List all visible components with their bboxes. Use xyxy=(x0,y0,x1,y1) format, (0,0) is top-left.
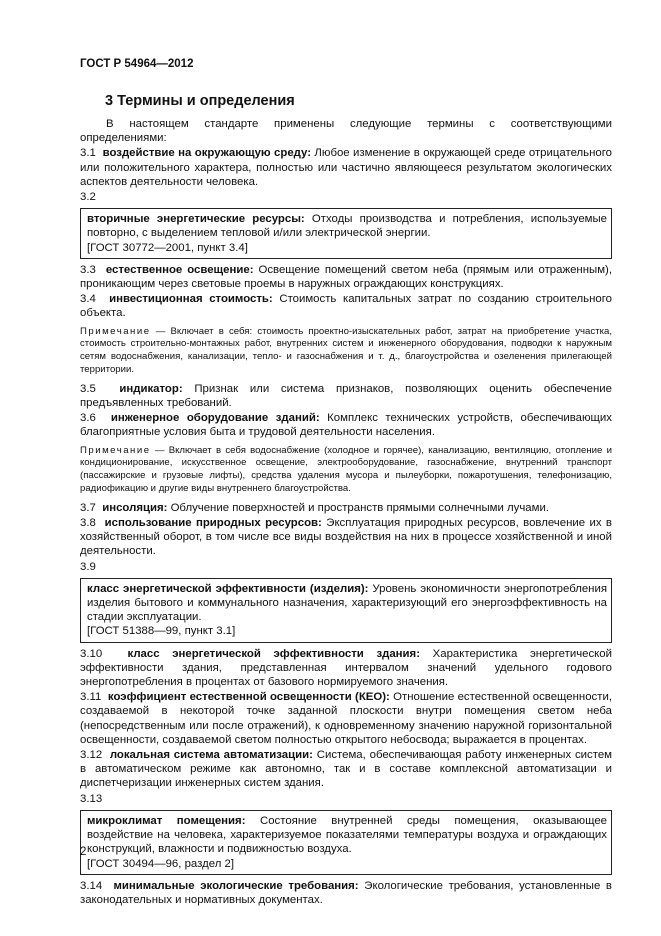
term-definition: Признак или система признаков, позволяющих оценить обеспечение предъявленных требований. xyxy=(80,382,612,410)
term-3-8 xyxy=(80,516,612,559)
term-3-13 xyxy=(87,814,607,857)
term-name: коэффициент естественной освещенности (КЕО): xyxy=(107,691,390,704)
term-3-9-box xyxy=(80,578,612,643)
term-3-13-box xyxy=(80,810,612,875)
term-reference: [ГОСТ 30494—96, раздел 2] xyxy=(87,857,235,870)
term-definition: Любое изменение в окружающей среде отрицательного или положительного характера, полностью или частично являющееся результатом экологических аспектов деятельности человека. xyxy=(80,147,612,188)
term-name: класс энергетической эффективности (изделия): xyxy=(87,582,369,595)
note-label: Примечание xyxy=(80,325,151,337)
page-number: 2 xyxy=(80,846,87,858)
term-number-3-13: 3.13 xyxy=(80,792,103,805)
term-3-4 xyxy=(80,292,612,320)
term-3-7 xyxy=(80,501,612,515)
term-name: воздействие на окружающую среду: xyxy=(102,147,312,160)
note-text: — Включает в себя водоснабжение (холодное и горячее), канализацию, вентиляцию, отопление и кондиционирование, искусственное освещение, электрооборудование, газоснабжение, внутренний транспорт (пассажирские и грузовые лифты), средства удаления мусора и пылеуборки, пожаротушения, телефонизацию, радиофикацию и другие виды внутреннего благоустройства. xyxy=(80,444,612,495)
term-name: использование природных ресурсов: xyxy=(104,517,322,530)
term-3-1 xyxy=(80,146,612,189)
term-definition: Отношение естественной освещенности, создаваемой в некоторой точке заданной плоскости внутри помещения светом неба (непосредственным или после отражений), к одновременному значению наружной горизонтальной освещенности, создаваемой светом полностью открытого небосвода; выражается в процентах. xyxy=(80,691,612,746)
term-number: 3.3 xyxy=(80,263,96,276)
term-number: 3.12 xyxy=(80,749,103,762)
term-number: 3.10 xyxy=(80,647,103,660)
term-number-3-2: 3.2 xyxy=(80,191,96,204)
term-3-9 xyxy=(87,582,607,625)
term-3-3 xyxy=(80,263,612,291)
term-number: 3.14 xyxy=(80,879,103,892)
term-3-11 xyxy=(80,690,612,747)
term-number: 3.7 xyxy=(80,501,96,514)
term-definition: Эксплуатация природных ресурсов, вовлечение их в хозяйственный оборот, в том числе все виды воздействия на них в процессе хозяйственной и иной деятельности. xyxy=(80,517,612,558)
term-number: 3.4 xyxy=(80,293,96,306)
term-name: вторичные энергетические ресурсы: xyxy=(87,213,305,226)
note-2 xyxy=(80,445,612,496)
term-3-5 xyxy=(80,382,612,410)
term-name: инсоляция: xyxy=(102,501,168,514)
term-definition: Облучение поверхностей и пространств прямыми солнечными лучами. xyxy=(167,501,549,514)
term-3-12 xyxy=(80,748,612,791)
term-name: инвестиционная стоимость: xyxy=(109,293,273,306)
terms-content xyxy=(80,117,612,908)
term-number: 3.5 xyxy=(80,382,96,395)
term-definition: Характеристика энергетической эффективности здания, представленная интервалом значений удельного годового энергопотребления в процентах от базового нормируемого значения. xyxy=(80,647,612,689)
term-name: естественное освещение: xyxy=(105,263,254,276)
term-name: минимальные экологические требования: xyxy=(113,879,359,892)
term-definition: Комплекс технических устройств, обеспечивающих благоприятные условия быта и трудовой деятельности населения. xyxy=(80,412,612,439)
term-name: индикатор: xyxy=(119,382,183,395)
term-number: 3.1 xyxy=(80,147,96,160)
term-3-2 xyxy=(87,212,607,240)
term-name: инженерное оборудование зданий: xyxy=(110,412,320,425)
intro-paragraph: В настоящем стандарте применены следующие термины с соответствующими определениями: xyxy=(80,118,612,145)
term-number: 3.11 xyxy=(80,691,102,704)
term-3-2-box xyxy=(80,208,612,259)
term-number: 3.6 xyxy=(80,412,96,425)
term-name: локальная система автоматизации: xyxy=(109,749,313,762)
section-title: 3 Термины и определения xyxy=(105,93,295,109)
term-number-3-9: 3.9 xyxy=(80,560,96,573)
note-text: — Включает в себя: стоимость проектно-изыскательных работ, затрат на приобретение участка, стоимость строительно-монтажных работ, внутренних систем и инженерного оборудования, подводки к наружным сетям водоснабжения, канализации, тепло- и газоснабжения и т. д., благоустройства и озеленения прилегающей территории. xyxy=(80,325,612,376)
note-label: Примечание xyxy=(80,444,151,456)
term-definition: Состояние внутренней среды помещения, оказывающее воздействие на человека, характеризуемое показателями температуры воздуха и ограждающих конструкций, влажности и подвижностью воздуха. xyxy=(87,814,607,856)
term-definition: Освещение помещений светом неба (прямым или отраженным), проникающим через световые проемы в наружных ограждающих конструкциях. xyxy=(80,263,612,291)
term-definition: Система, обеспечивающая работу инженерных систем в автоматическом режиме как автономно, так и в составе комплексной автоматизации и диспетчеризации инженерных систем здания. xyxy=(80,749,612,790)
term-definition: Отходы производства и потребления, используемые повторно, с выделением тепловой и/или электрической энергии. xyxy=(87,213,608,240)
term-definition: Стоимость капитальных затрат по созданию строительного объекта. xyxy=(80,293,612,320)
term-3-14 xyxy=(80,879,612,907)
term-reference: [ГОСТ 51388—99, пункт 3.1] xyxy=(87,625,236,638)
term-reference: [ГОСТ 30772—2001, пункт 3.4] xyxy=(87,241,248,254)
note-1 xyxy=(80,326,612,377)
document-header: ГОСТ Р 54964—2012 xyxy=(80,58,194,70)
term-definition: Экологические требования, установленные в законодательных и нормативных документах. xyxy=(80,879,612,906)
term-3-10 xyxy=(80,647,612,690)
term-name: микроклимат помещения: xyxy=(87,814,246,827)
term-number: 3.8 xyxy=(80,517,96,530)
term-name: класс энергетической эффективности здания: xyxy=(127,647,420,660)
term-3-6 xyxy=(80,411,612,439)
term-definition: Уровень экономичности энергопотребления изделия бытового и коммунального назначения, характеризующий его энергоэффективность на стадии эксплуатации. xyxy=(87,582,608,624)
